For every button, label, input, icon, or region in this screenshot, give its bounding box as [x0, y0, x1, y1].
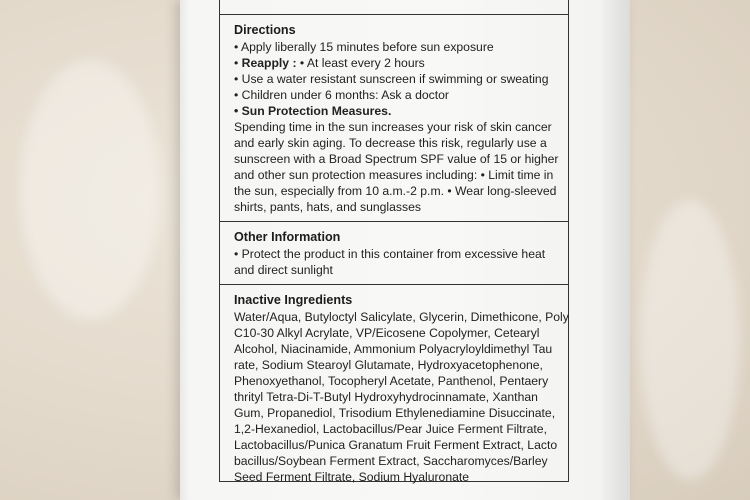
- ingredients-line: Gum, Propanediol, Trisodium Ethylenediamine Disuccinate,: [234, 406, 556, 420]
- directions-reapply: • Reapply : • At least every 2 hours: [234, 56, 425, 70]
- label-panel: [219, 0, 569, 482]
- ingredients-line: Water/Aqua, Butyloctyl Salicylate, Glycerin, Dimethicone, Poly: [234, 310, 569, 324]
- directions-paragraph-line: sunscreen with a Broad Spectrum SPF value of 15 or higher: [234, 152, 559, 166]
- inactive-ingredients-title: Inactive Ingredients: [234, 293, 353, 307]
- ingredients-line: Phenoxyethanol, Tocopheryl Acetate, Panthenol, Pentaery: [234, 374, 549, 388]
- other-information-line: • Protect the product in this container from excessive heat: [234, 247, 546, 261]
- ingredients-line: rate, Sodium Stearoyl Glutamate, Hydroxyacetophenone,: [234, 358, 543, 372]
- directions-section: [220, 14, 568, 225]
- ingredients-line: Lactobacillus/Punica Granatum Fruit Ferment Extract, Lacto: [234, 438, 558, 452]
- directions-bullet: • Apply liberally 15 minutes before sun exposure: [234, 40, 494, 54]
- reapply-text: • At least every 2 hours: [296, 56, 425, 70]
- sun-protection-heading: • Sun Protection Measures.: [234, 104, 392, 118]
- background-marble: [640, 200, 740, 480]
- inactive-ingredients-section: [220, 284, 568, 482]
- reapply-label: Reapply :: [241, 56, 297, 70]
- ingredients-line: 1,2-Hexanediol, Lactobacillus/Pear Juice Ferment Filtrate,: [234, 422, 547, 436]
- ingredients-line: bacillus/Soybean Ferment Extract, Saccharomyces/Barley: [234, 454, 548, 468]
- directions-paragraph-line: and early skin aging. To decrease this risk, regularly use a: [234, 136, 547, 150]
- ingredients-line: thrityl Tetra-Di-T-Butyl Hydroxyhydrocinnamate, Xanthan: [234, 390, 538, 404]
- directions-paragraph-line: shirts, pants, hats, and sunglasses: [234, 200, 421, 214]
- other-information-line: and direct sunlight: [234, 263, 333, 277]
- directions-paragraph-line: the sun, especially from 10 a.m.-2 p.m. • Wear long-sleeved: [234, 184, 557, 198]
- other-information-title: Other Information: [234, 230, 341, 244]
- ingredients-line: C10-30 Alkyl Acrylate, VP/Eicosene Copolymer, Cetearyl: [234, 326, 540, 340]
- directions-title: Directions: [234, 23, 296, 37]
- ingredients-line: Alcohol, Niacinamide, Ammonium Polyacryloyldimethyl Tau: [234, 342, 553, 356]
- directions-bullet: • Use a water resistant sunscreen if swimming or sweating: [234, 72, 549, 86]
- directions-bullet: • Children under 6 months: Ask a doctor: [234, 88, 449, 102]
- directions-paragraph-line: Spending time in the sun increases your risk of skin cancer: [234, 120, 552, 134]
- product-box-side: [602, 0, 630, 500]
- directions-paragraph-line: and other sun protection measures including: • Limit time in: [234, 168, 554, 182]
- other-information-section: [220, 221, 568, 283]
- background-marble: [20, 60, 160, 320]
- ingredients-line: Seed Ferment Filtrate, Sodium Hyaluronate: [234, 470, 470, 484]
